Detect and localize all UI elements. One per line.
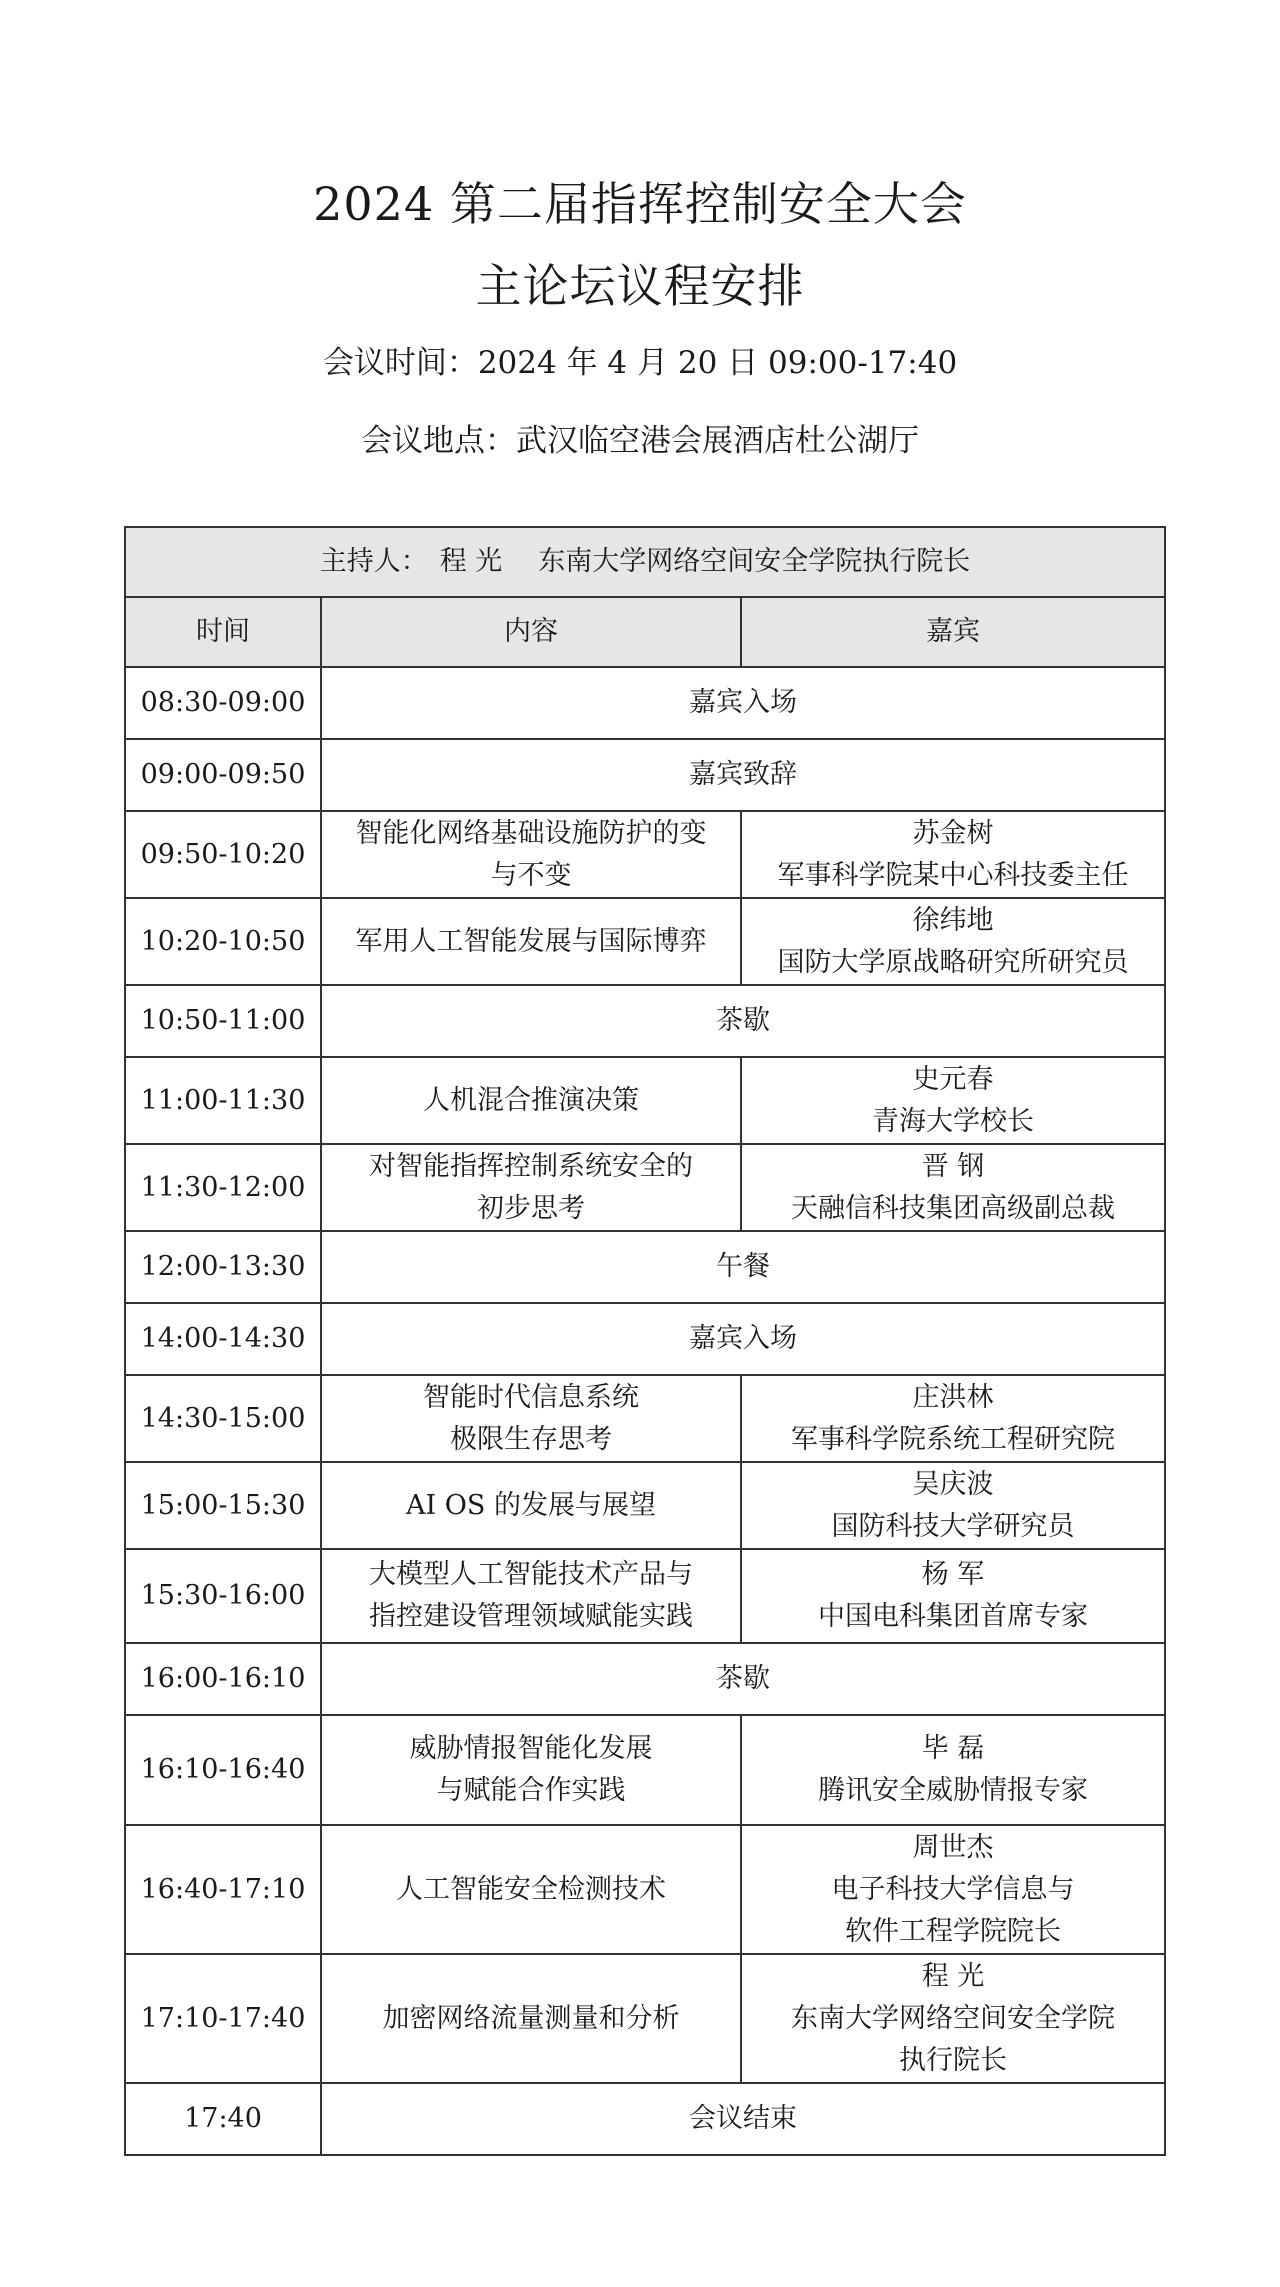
row-time: 17:40 (125, 2083, 321, 2155)
content-line: 大模型人工智能技术产品与 (369, 1559, 693, 1590)
row-content (321, 1375, 741, 1462)
row-span-content: 午餐 (321, 1231, 1165, 1303)
guest-name: 毕 磊 (921, 1733, 985, 1764)
row-span-content: 嘉宾入场 (321, 667, 1165, 739)
guest-title: 国防科技大学研究员 (831, 1510, 1075, 1542)
row-time: 16:40-17:10 (125, 1825, 321, 1954)
table-row (125, 811, 1165, 898)
content-line: 指控建设管理领域赋能实践 (369, 1601, 693, 1632)
column-header-row (125, 597, 1165, 667)
content-line: 极限生存思考 (450, 1423, 612, 1455)
table-row (125, 1462, 1165, 1549)
table-row (125, 898, 1165, 985)
page-title: 2024 第二届指挥控制安全大会 (313, 177, 967, 231)
content-line: 威胁情报智能化发展 (409, 1733, 653, 1764)
row-time: 14:30-15:00 (125, 1375, 321, 1462)
row-guest (741, 1715, 1165, 1825)
column-header-time: 时间 (125, 597, 321, 667)
table-row (125, 1549, 1165, 1643)
column-header-content: 内容 (321, 597, 741, 667)
row-guest (741, 1462, 1165, 1549)
agenda-table (124, 526, 1166, 2156)
table-row (125, 1303, 1165, 1375)
row-content (321, 898, 741, 985)
guest-title: 军事科学院某中心科技委主任 (777, 859, 1129, 891)
meeting-venue: 会议地点：武汉临空港会展酒店杜公湖厅 (361, 423, 919, 459)
content-line: 人工智能安全检测技术 (396, 1873, 666, 1905)
content-line: 初步思考 (477, 1192, 585, 1224)
row-content (321, 1825, 741, 1954)
guest-title: 电子科技大学信息与 (831, 1873, 1075, 1905)
guest-title: 天融信科技集团高级副总裁 (791, 1192, 1116, 1224)
row-time: 11:00-11:30 (125, 1057, 321, 1144)
content-line: 人机混合推演决策 (423, 1084, 639, 1116)
guest-name: 史元春 (912, 1063, 994, 1095)
content-line: 与赋能合作实践 (436, 1775, 626, 1806)
row-time: 14:00-14:30 (125, 1303, 321, 1375)
row-time: 15:30-16:00 (125, 1549, 321, 1643)
table-row (125, 1643, 1165, 1715)
row-span-content: 会议结束 (321, 2083, 1165, 2155)
table-row (125, 1715, 1165, 1825)
content-line: 智能化网络基础设施防护的变 (355, 817, 707, 849)
meeting-time: 会议时间：2024 年 4 月 20 日 09:00-17:40 (322, 345, 958, 381)
table-row (125, 985, 1165, 1057)
row-span-content: 茶歇 (321, 1643, 1165, 1715)
guest-name: 晋 钢 (921, 1150, 985, 1182)
content-line: 对智能指挥控制系统安全的 (369, 1150, 693, 1182)
guest-name: 徐纬地 (912, 904, 994, 936)
row-span-content: 嘉宾致辞 (321, 739, 1165, 811)
host-cell (125, 527, 1165, 597)
row-time: 11:30-12:00 (125, 1144, 321, 1231)
row-span-content: 茶歇 (321, 985, 1165, 1057)
row-time: 09:50-10:20 (125, 811, 321, 898)
guest-title: 军事科学院系统工程研究院 (791, 1423, 1116, 1455)
content-line: 智能时代信息系统 (423, 1381, 639, 1413)
row-content (321, 1549, 741, 1643)
row-time: 09:00-09:50 (125, 739, 321, 811)
row-guest (741, 898, 1165, 985)
guest-title: 国防大学原战略研究所研究员 (777, 946, 1129, 978)
row-content (321, 1057, 741, 1144)
host-row (125, 527, 1165, 597)
host-name: 程 光 (439, 546, 503, 577)
row-guest (741, 1057, 1165, 1144)
table-row (125, 667, 1165, 739)
table-row (125, 1954, 1165, 2083)
row-content (321, 1715, 741, 1825)
row-time: 10:20-10:50 (125, 898, 321, 985)
guest-name: 庄洪林 (912, 1381, 994, 1413)
content-line: 军用人工智能发展与国际博弈 (355, 925, 707, 957)
row-time: 16:10-16:40 (125, 1715, 321, 1825)
row-content (321, 811, 741, 898)
guest-name: 苏金树 (912, 817, 994, 849)
row-content (321, 1954, 741, 2083)
table-row (125, 1231, 1165, 1303)
guest-name: 周世杰 (912, 1831, 994, 1863)
row-time: 17:10-17:40 (125, 1954, 321, 2083)
row-content (321, 1144, 741, 1231)
row-guest (741, 1144, 1165, 1231)
guest-title: 青海大学校长 (872, 1105, 1035, 1137)
row-time: 12:00-13:30 (125, 1231, 321, 1303)
guest-title: 执行院长 (899, 2044, 1008, 2076)
guest-title: 东南大学网络空间安全学院 (791, 2002, 1116, 2034)
page-subtitle: 主论坛议程安排 (475, 259, 805, 313)
row-time: 16:00-16:10 (125, 1643, 321, 1715)
table-row (125, 1144, 1165, 1231)
table-row (125, 1375, 1165, 1462)
table-row (125, 2083, 1165, 2155)
table-row (125, 1825, 1165, 1954)
row-guest (741, 1954, 1165, 2083)
guest-title: 腾讯安全威胁情报专家 (818, 1775, 1089, 1806)
row-time: 08:30-09:00 (125, 667, 321, 739)
guest-name: 杨 军 (921, 1559, 985, 1590)
row-content (321, 1462, 741, 1549)
guest-name: 吴庆波 (912, 1468, 994, 1500)
content-line: 加密网络流量测量和分析 (382, 2002, 680, 2034)
row-guest (741, 1375, 1165, 1462)
host-label: 主持人： (319, 546, 428, 577)
content-line: AI OS 的发展与展望 (406, 1489, 656, 1521)
column-header-guest: 嘉宾 (741, 597, 1165, 667)
guest-title: 软件工程学院院长 (845, 1915, 1062, 1947)
table-row (125, 739, 1165, 811)
row-span-content: 嘉宾入场 (321, 1303, 1165, 1375)
content-line: 与不变 (490, 859, 572, 891)
row-guest (741, 1825, 1165, 1954)
row-guest (741, 811, 1165, 898)
host-title: 东南大学网络空间安全学院执行院长 (538, 546, 971, 577)
row-time: 15:00-15:30 (125, 1462, 321, 1549)
guest-title: 中国电科集团首席专家 (818, 1601, 1089, 1632)
row-guest (741, 1549, 1165, 1643)
row-time: 10:50-11:00 (125, 985, 321, 1057)
table-row (125, 1057, 1165, 1144)
guest-name: 程 光 (921, 1960, 985, 1992)
